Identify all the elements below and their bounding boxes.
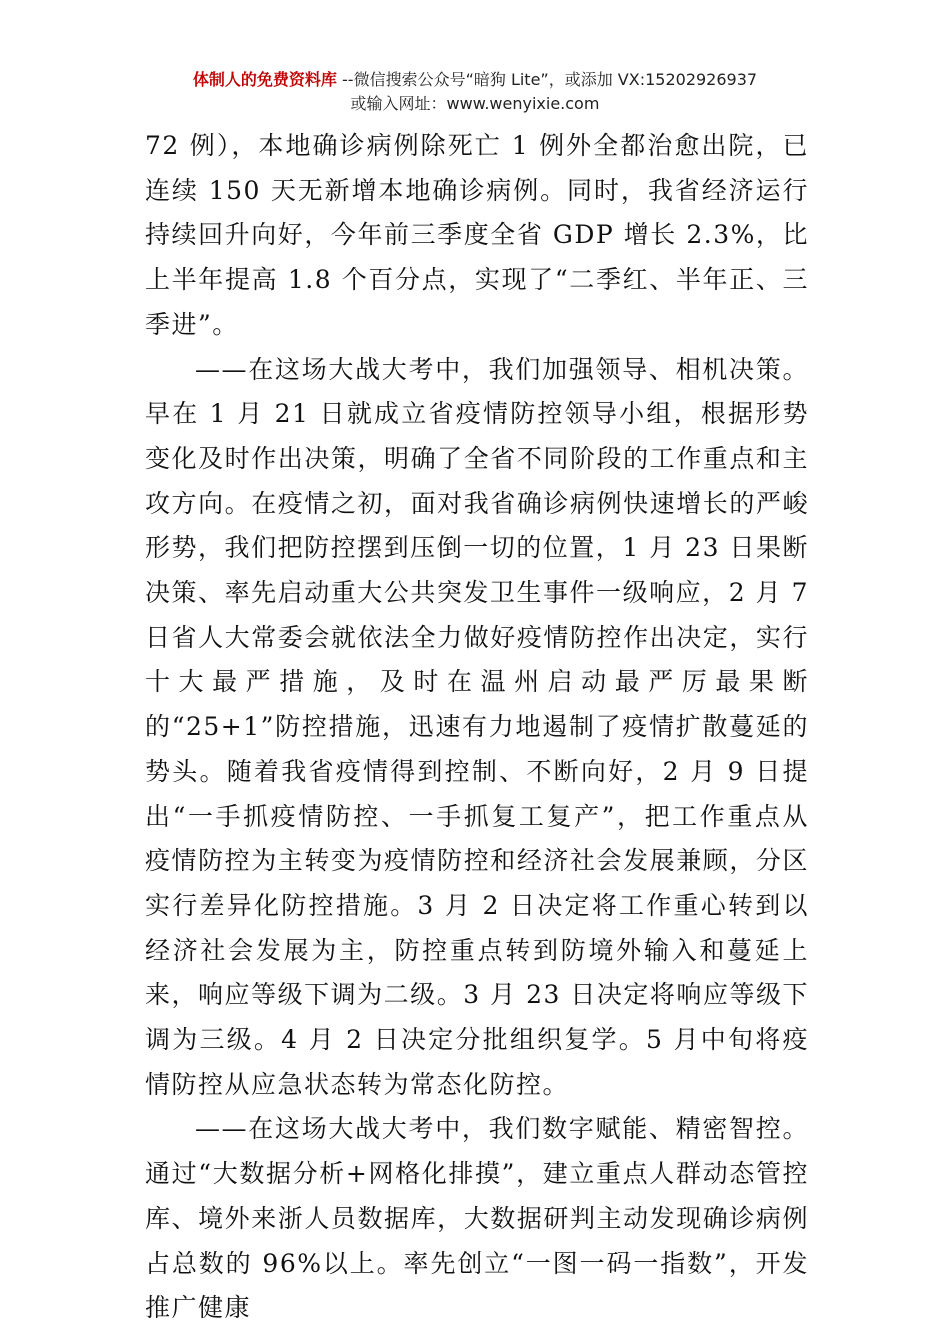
document-body bbox=[145, 124, 809, 1331]
paragraph-2: ——在这场大战大考中，我们加强领导、相机决策。早在 1 月 21 日就成立省疫情防控领导小组，根据形势变化及时作出决策，明确了全省不同阶段的工作重点和主攻方向。在疫情之初，面对我省确诊病例快速增长的严峻形势，我们把防控摆到压倒一切的位置，1 月 23 日果断决策、率先启动重大公共突发卫生事件一级响应，2 月 7 日省人大常委会就依法全力做好疫情防控作出决定，实行十大最严措施，及时在温州启动最严厉最果断的“25+1”防控措施，迅速有力地遏制了疫情扩散蔓延的势头。随着我省疫情得到控制、不断向好，2 月 9 日提出“一手抓疫情防控、一手抓复工复产”，把工作重点从疫情防控为主转变为疫情防控和经济社会发展兼顾，分区实行差异化防控措施。3 月 2 日决定将工作重心转到以经济社会发展为主，防控重点转到防境外输入和蔓延上来，响应等级下调为二级。3 月 23 日决定将响应等级下调为三级。4 月 2 日决定分批组织复学。5 月中旬将疫情防控从应急状态转为常态化防控。 bbox=[145, 354, 809, 1099]
paragraph-1: 72 例），本地确诊病例除死亡 1 例外全都治愈出院，已连续 150 天无新增本地确诊病例。同时，我省经济运行持续回升向好，今年前三季度全省 GDP 增长 2.3%，比上半年提高 1.8 个百分点，实现了“二季红、半年正、三季进”。 bbox=[145, 131, 809, 339]
header-brand: 体制人的免费资料库 bbox=[192, 70, 337, 89]
paragraph-3: ——在这场大战大考中，我们数字赋能、精密智控。通过“大数据分析+网格化排摸”，建立重点人群动态管控库、境外来浙人员数据库，大数据研判主动发现确诊病例占总数的 96%以上。率先创立“一图一码一指数”，开发推广健康 bbox=[145, 1114, 809, 1323]
header-url-line: 或输入网址：www.wenyixie.com bbox=[350, 94, 600, 113]
page-header bbox=[0, 68, 950, 116]
header-line-1 bbox=[0, 68, 950, 92]
header-contact: --微信搜索公众号“暗狗 Lite”，或添加 VX:15202926937 bbox=[336, 70, 758, 89]
